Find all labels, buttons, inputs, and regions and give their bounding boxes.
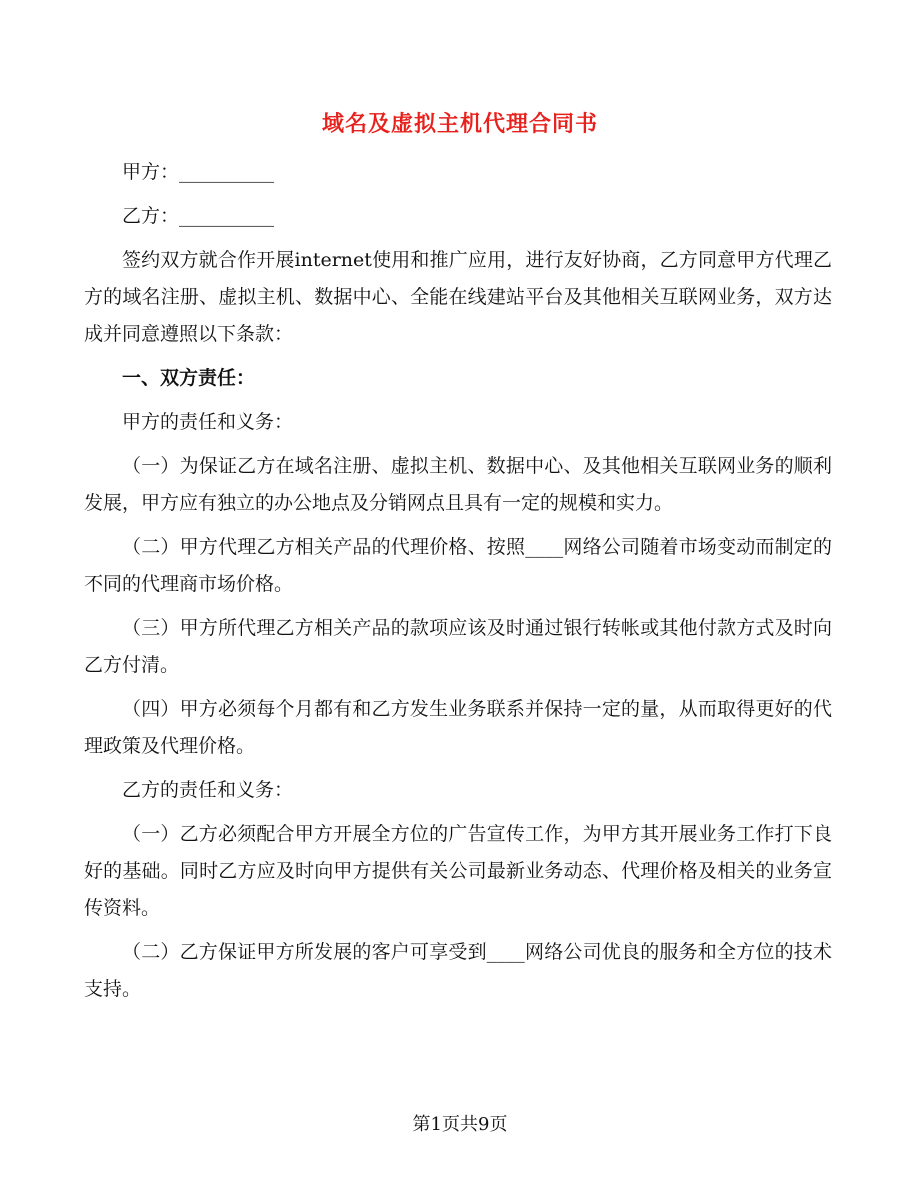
party-a-duties-heading: 甲方的责任和义务： xyxy=(122,411,294,433)
document-title: 域名及虚拟主机代理合同书 xyxy=(321,112,598,137)
party-b-duty-item: （一）乙方必须配合甲方开展全方位的广告宣传工作，为甲方其开展业务工作打下良好的基础。同时乙方应及时向甲方提供有关公司最新业务动态、代理价格及相关的业务宣传资料。 xyxy=(84,823,832,919)
party-a-line: 甲方：__________ xyxy=(122,161,275,183)
section-heading: 一、双方责任： xyxy=(122,367,256,389)
party-a-duty-item: （一）为保证乙方在域名注册、虚拟主机、数据中心、及其他相关互联网业务的顺利发展，甲方应有独立的办公地点及分销网点且具有一定的规模和实力。 xyxy=(84,455,832,514)
party-b-duty-item: （二）乙方保证甲方所发展的客户可享受到____网络公司优良的服务和全方位的技术支持。 xyxy=(84,941,832,1000)
party-a-duty-item: （二）甲方代理乙方相关产品的代理价格、按照____网络公司随着市场变动而制定的不同的代理商市场价格。 xyxy=(84,536,832,595)
page-number: 第1页共9页 xyxy=(412,1114,508,1135)
intro-paragraph: 签约双方就合作开展internet使用和推广应用，进行友好协商，乙方同意甲方代理乙方的域名注册、虚拟主机、数据中心、全能在线建站平台及其他相关互联网业务，双方达成并同意遵照以下条款： xyxy=(84,249,832,345)
document-body xyxy=(84,154,832,1015)
party-b-duties-heading: 乙方的责任和义务： xyxy=(122,779,294,801)
party-b-line: 乙方：__________ xyxy=(122,205,275,227)
party-a-duty-item: （四）甲方必须每个月都有和乙方发生业务联系并保持一定的量，从而取得更好的代理政策及代理价格。 xyxy=(84,698,832,757)
party-a-duty-item: （三）甲方所代理乙方相关产品的款项应该及时通过银行转帐或其他付款方式及时向乙方付清。 xyxy=(84,617,832,676)
